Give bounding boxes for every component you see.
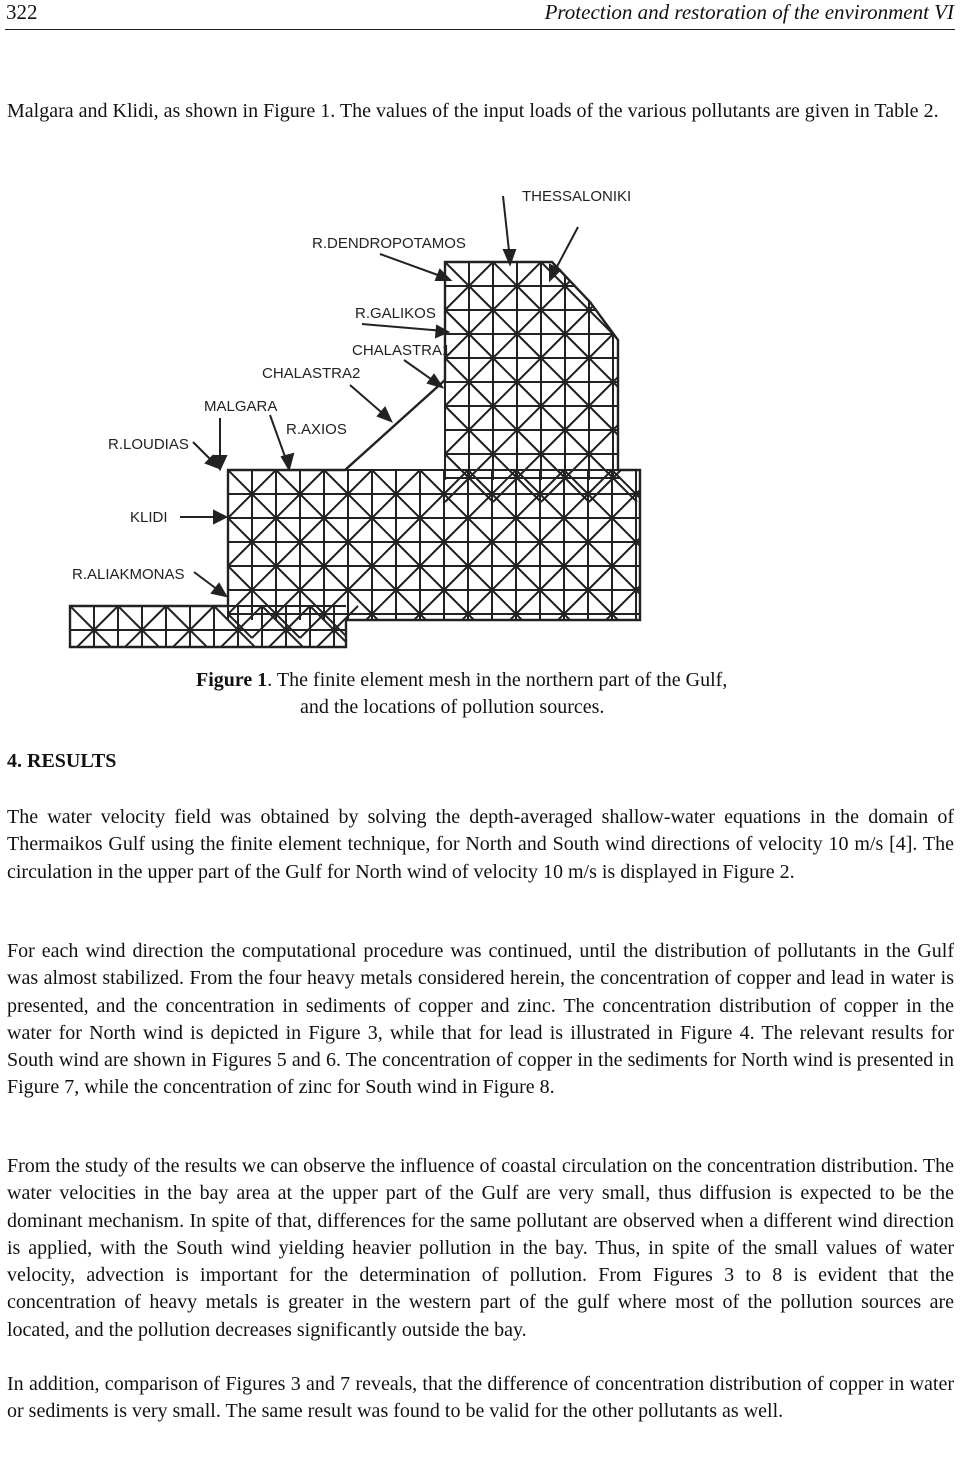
page-number: 322: [6, 0, 38, 24]
intro-paragraph: Malgara and Klidi, as shown in Figure 1. The values of the input loads of the various pollutants are given in Table 2.: [7, 100, 939, 122]
mesh-svg: [0, 180, 960, 656]
label-malgara: MALGARA: [204, 398, 278, 415]
label-galikos: R.GALIKOS: [355, 305, 436, 322]
label-loudias: R.LOUDIAS: [108, 436, 189, 453]
label-axios: R.AXIOS: [286, 421, 347, 438]
results-paragraph-2: For each wind direction the computational procedure was continued, until the distribution of pollutants in the Gulf was almost stabilized. From the four heavy metals considered herein, the concentration of copper and lead in water is presented, and the concentration in sediments of copper and zinc. The concentration distribution of copper in the water for North wind is depicted in Figure 3, while that for lead is illustrated in Figure 4. The relevant results for South wind are shown in Figures 5 and 6. The concentration of copper in the sediments for North wind is presented in Figure 7, while the concentration of zinc for South wind in Figure 8.: [7, 940, 954, 1099]
label-chalastra2: CHALASTRA2: [262, 365, 361, 382]
journal-title: Protection and restoration of the environment VI: [544, 0, 954, 24]
finite-element-mesh-figure: [0, 180, 960, 656]
figure-caption-line2: and the locations of pollution sources.: [300, 696, 605, 718]
label-thessaloniki: THESSALONIKI: [522, 188, 632, 205]
figure-caption-line1: Figure 1. The finite element mesh in the northern part of the Gulf,: [196, 669, 728, 691]
label-chalastra1: CHALASTRA1: [352, 342, 451, 359]
header-rule: [5, 29, 955, 30]
label-dendropotamos: R.DENDROPOTAMOS: [312, 235, 466, 252]
results-paragraph-4: In addition, comparison of Figures 3 and 7 reveals, that the difference of concentration distribution of copper in water or sediments is very small. The same result was found to be valid for the other pollutants as well.: [7, 1373, 954, 1423]
section-heading-results: 4. RESULTS: [7, 750, 117, 772]
label-klidi: KLIDI: [130, 509, 168, 526]
label-aliakmonas: R.ALIAKMONAS: [72, 566, 185, 583]
results-paragraph-1: The water velocity field was obtained by solving the depth-averaged shallow-water equations in the domain of Thermaikos Gulf using the finite element technique, for North and South wind directions of velocity 10 m/s [4]. The circulation in the upper part of the Gulf for North wind of velocity 10 m/s is displayed in Figure 2.: [7, 806, 954, 883]
results-paragraph-3: From the study of the results we can observe the influence of coastal circulation on the concentration distribution. The water velocities in the bay area at the upper part of the Gulf are very small, thus diffusion is expected to be the dominant mechanism. In spite of that, differences for the same pollutant are observed when a different wind direction is applied, with the South wind yielding heavier pollution in the bay. Thus, in spite of the small values of water velocity, advection is important for the determination of pollution. From Figures 3 to 8 is evident that the concentration of heavy metals is greater in the western part of the gulf where most of the pollution sources are located, and the pollution decreases significantly outside the bay.: [7, 1155, 954, 1341]
source-arrows: [180, 196, 578, 596]
figure-caption-label: Figure 1: [196, 669, 268, 691]
